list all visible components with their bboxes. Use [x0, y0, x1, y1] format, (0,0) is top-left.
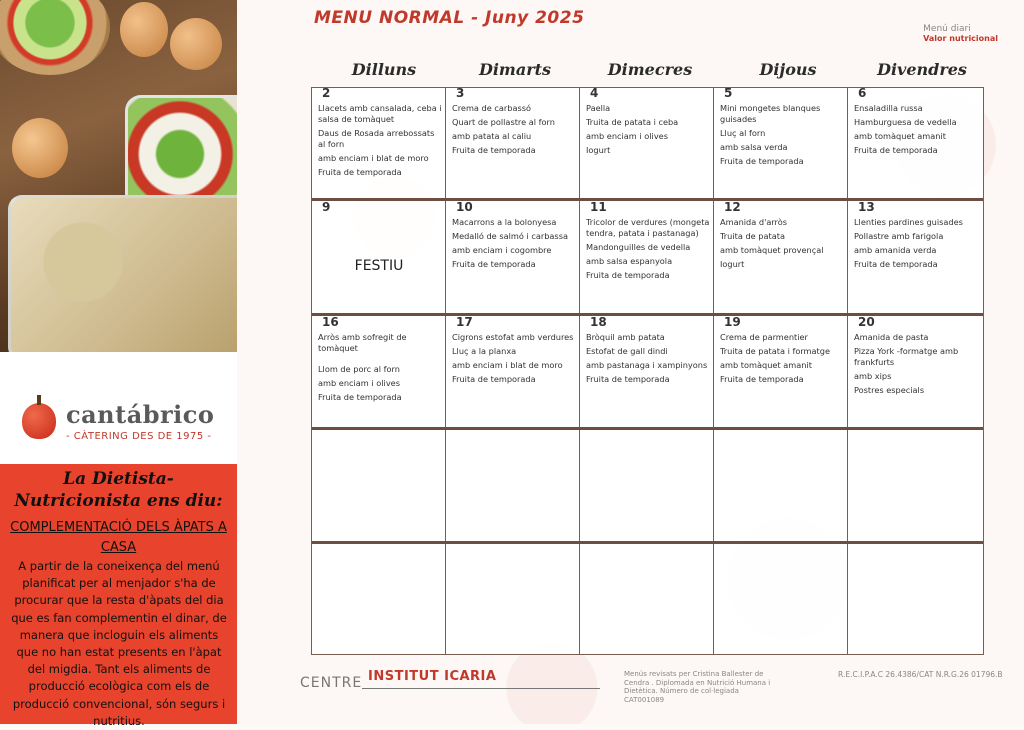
day-number: 6 [858, 86, 867, 100]
day-cell [446, 317, 580, 385]
day-cell [312, 88, 446, 178]
menu-item: Fruita de temporada [720, 156, 804, 166]
menu-item: Hamburguesa de vedella [854, 117, 957, 127]
menu-item: Llacets amb cansalada, ceba i salsa de tomàquet [318, 103, 442, 124]
menu-item: amb enciam i cogombre [452, 245, 552, 255]
day-number: 4 [590, 86, 599, 100]
row-divider [312, 541, 983, 544]
menu-item: Lluç a la planxa [452, 346, 517, 356]
day-cell [312, 317, 446, 403]
menu-item: Amanida d'arròs [720, 217, 788, 227]
day-number: 18 [590, 315, 607, 329]
day-header-dilluns: Dilluns [351, 60, 417, 79]
valor-nutricional-link[interactable]: Valor nutricional [923, 34, 998, 43]
menu-item: Crema de carbassó [452, 103, 532, 113]
day-number: 11 [590, 200, 607, 214]
menu-item: Fruita de temporada [720, 374, 804, 384]
day-cell [848, 88, 982, 156]
menu-item: Quart de pollastre al forn [452, 117, 555, 127]
fish-container-image [8, 195, 237, 352]
menu-item: Truita de patata i ceba [586, 117, 679, 127]
menu-item: amb pastanaga i xampinyons [586, 360, 708, 370]
brand-tagline: - CÀTERING DES DE 1975 - [66, 431, 212, 442]
menu-item: Fruita de temporada [452, 145, 536, 155]
day-number: 10 [456, 200, 473, 214]
day-number: 5 [724, 86, 733, 100]
menu-item: Paella [586, 103, 611, 113]
egg-image [120, 2, 168, 57]
registry-number: R.E.C.I.P.A.C 26.4386/CAT N.R.G.26 01796.B [838, 670, 1003, 679]
menu-item: Fruita de temporada [452, 259, 536, 269]
menu-item: Postres especials [854, 385, 925, 395]
menu-item: amb salsa verda [720, 142, 788, 152]
menu-item: Truita de patata i formatge [720, 346, 830, 356]
menu-item: Fruita de temporada [318, 167, 402, 177]
menu-item: Fruita de temporada [586, 374, 670, 384]
menu-item: Pollastre amb farigola [854, 231, 944, 241]
menu-item: Llenties pardines guisades [854, 217, 963, 227]
egg-image [12, 118, 68, 178]
menu-item: Truita de patata [720, 231, 785, 241]
menu-item: Estofat de gall dindi [586, 346, 668, 356]
day-cell [848, 202, 982, 270]
dietitian-panel [0, 464, 237, 728]
menu-type-label [923, 24, 998, 43]
day-cell [580, 317, 714, 385]
menu-diari-label: Menú diari [923, 24, 971, 34]
menu-item: amb amanida verda [854, 245, 937, 255]
row-divider [312, 427, 983, 430]
menu-item: Iogurt [720, 259, 745, 269]
day-cell [714, 88, 848, 167]
menu-item: amb enciam i olives [586, 131, 668, 141]
day-cell [714, 202, 848, 270]
day-cell [580, 202, 714, 281]
day-number: 16 [322, 315, 339, 329]
centre-underline [362, 688, 600, 689]
menu-item: amb tomàquet amanit [720, 360, 812, 370]
menu-item: Medalló de salmó i carbassa [452, 231, 568, 241]
menu-item: Fruita de temporada [586, 270, 670, 280]
menu-item: Mini mongetes blanques guisades [720, 103, 821, 124]
apple-logo-icon [22, 403, 56, 439]
day-header-divendres: Divendres [877, 60, 967, 79]
centre-label: CENTRE [300, 675, 363, 691]
menu-item: amb tomàquet provençal [720, 245, 824, 255]
day-cell [312, 202, 446, 312]
menu-item: Fruita de temporada [452, 374, 536, 384]
menu-item: Amanida de pasta [854, 332, 929, 342]
dietitian-title: La Dietista-Nutricionista ens diu: [14, 469, 223, 511]
menu-item: Lluç al forn [720, 128, 766, 138]
dietitian-subtitle: COMPLEMENTACIÓ DELS ÀPATS A CASA [10, 520, 227, 555]
menu-item: amb tomàquet amanit [854, 131, 946, 141]
day-number: 17 [456, 315, 473, 329]
day-header-dijous: Dijous [759, 60, 817, 79]
day-cell [446, 202, 580, 270]
menu-item: Tricolor de verdures (mongeta tendra, patata i pastanaga) [586, 217, 710, 238]
day-number: 12 [724, 200, 741, 214]
dietitian-body: A partir de la coneixença del menú planificat per al menjador s'ha de procurar que la resta d'àpats del dia que es fan complementin el dinar, de manera que incloguin els aliments que no han estat presents en l'àpat del migdia. Tant els aliments de producció ecològica com els de producció convencional, són segurs i nutritius. [11, 559, 227, 728]
menu-item: Fruita de temporada [318, 392, 402, 402]
menu-item: amb patata al caliu [452, 131, 532, 141]
menu-item: Bròquil amb patata [586, 332, 665, 342]
menu-item: amb enciam i blat de moro [452, 360, 563, 370]
food-photo [0, 0, 237, 352]
menu-item: Fruita de temporada [854, 259, 938, 269]
menu-item: Mandonguilles de vedella [586, 242, 691, 252]
day-cell [848, 317, 982, 396]
centre-name: INSTITUT ICARIA [368, 669, 497, 684]
menu-item: Iogurt [586, 145, 611, 155]
day-header-dimarts: Dimarts [478, 60, 552, 79]
day-number: 20 [858, 315, 875, 329]
menu-item: Pizza York -formatge amb frankfurts [854, 346, 959, 367]
menu-item: Arròs amb sofregit de tomàquet [318, 332, 407, 353]
menu-item: Fruita de temporada [854, 145, 938, 155]
menu-item: Daus de Rosada arrebossats al forn [318, 128, 435, 149]
day-number: 2 [322, 86, 331, 100]
menu-item: amb xips [854, 371, 892, 381]
day-cell [580, 88, 714, 156]
menu-item: amb enciam i olives [318, 378, 400, 388]
menu-item: Macarrons a la bolonyesa [452, 217, 557, 227]
holiday-label: FESTIU [354, 258, 404, 274]
menu-item: Ensaladilla russa [854, 103, 923, 113]
day-cell [446, 88, 580, 156]
reviewed-by-note: Menús revisats per Cristina Ballester de Cendra . Diplomada en Nutrició Humana i Dietètica. Número de col·legiada CAT001089 [624, 670, 771, 704]
egg-image [170, 18, 222, 70]
menu-grid [311, 87, 984, 655]
day-number: 9 [322, 200, 331, 214]
menu-item: amb enciam i blat de moro [318, 153, 429, 163]
menu-item: Crema de parmentier [720, 332, 808, 342]
salad-bowl-image [0, 0, 110, 75]
day-cell [714, 317, 848, 385]
page-title: MENU NORMAL - Juny 2025 [314, 8, 585, 28]
brand-name: cantábrico [66, 400, 215, 429]
day-header-dimecres: Dimecres [607, 60, 693, 79]
day-number: 3 [456, 86, 465, 100]
menu-item: Cigrons estofat amb verdures [452, 332, 574, 342]
day-number: 19 [724, 315, 741, 329]
day-number: 13 [858, 200, 875, 214]
menu-item: amb salsa espanyola [586, 256, 673, 266]
menu-item: Llom de porc al forn [318, 364, 400, 374]
